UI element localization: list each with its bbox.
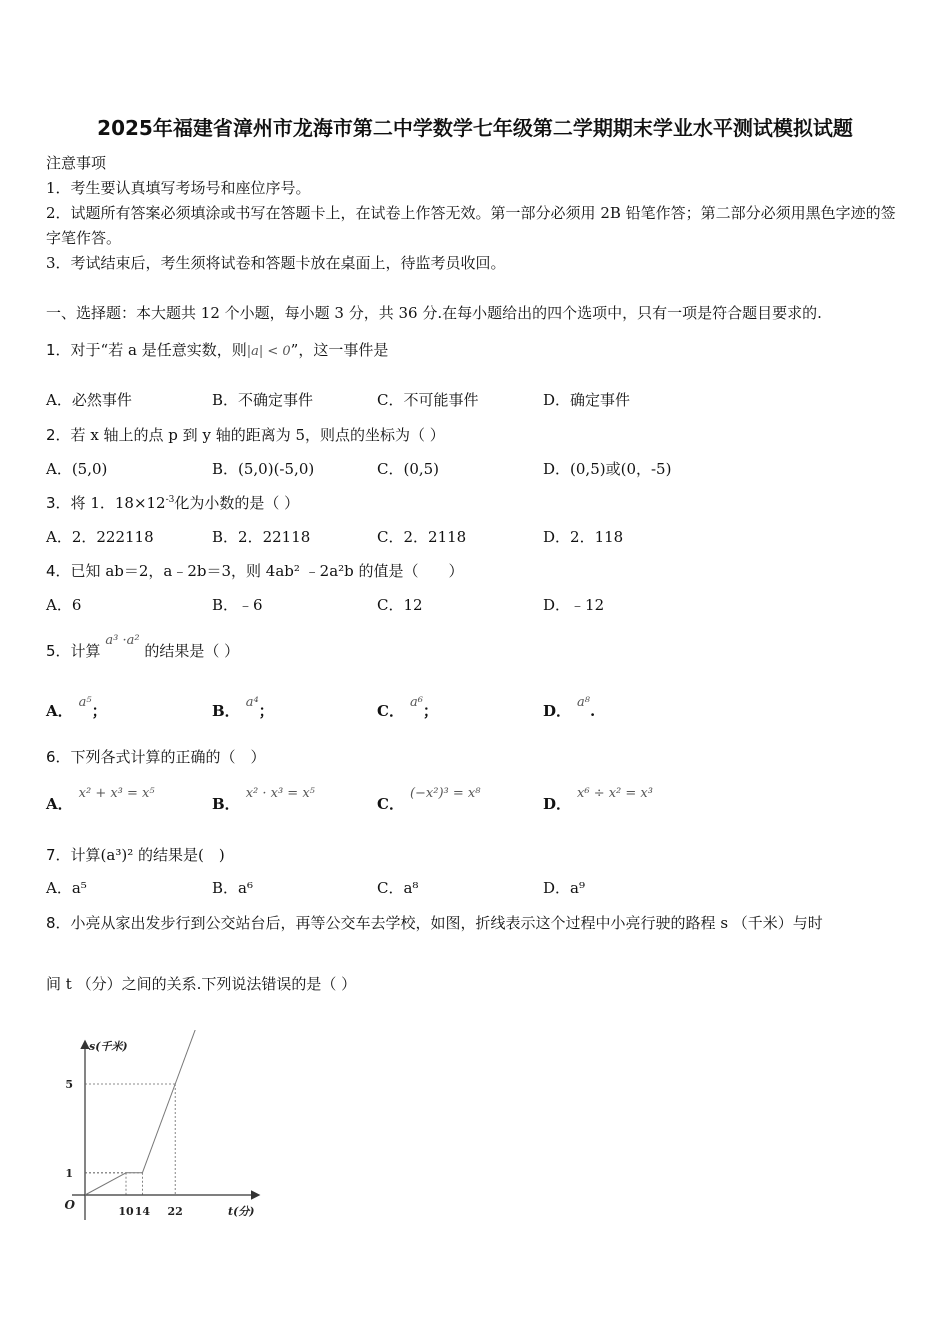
question-7-options xyxy=(46,877,906,901)
option-c: C．(0,5) xyxy=(377,460,440,478)
option-c: C．不可能事件 xyxy=(377,391,479,409)
question-5-options xyxy=(46,695,906,724)
page-title: 2025年福建省漳州市龙海市第二中学数学七年级第二学期期末学业水平测试模拟试题 xyxy=(97,116,853,140)
option-d: D．确定事件 xyxy=(543,391,631,409)
option-b: B． a⁴； xyxy=(212,695,274,720)
option-c: C．2．2118 xyxy=(377,528,467,546)
option-b: B．不确定事件 xyxy=(212,391,314,409)
option-a: A．必然事件 xyxy=(46,391,132,409)
x-tick-label: 14 xyxy=(134,1205,151,1218)
y-tick-label: 5 xyxy=(65,1078,73,1091)
origin-label: O xyxy=(64,1198,75,1212)
option-c: C．12 xyxy=(377,596,423,614)
question-5: 5．计算 a³ ·a² 的结果是（ ） xyxy=(46,633,240,660)
option-d: D．(0,5)或(0，-5) xyxy=(543,460,672,478)
option-b: B．a⁶ xyxy=(212,879,253,897)
formula: |a| < 0 xyxy=(246,344,291,359)
option-a: A． a⁵； xyxy=(46,695,107,720)
distance-time-chart xyxy=(50,1030,280,1230)
question-7: 7．计算(a³)² 的结果是( ) xyxy=(46,846,225,864)
question-6: 6．下列各式计算的正确的（ ） xyxy=(46,748,266,766)
option-d: D．x⁶ ÷ x² = x³ xyxy=(543,786,653,813)
series-extension xyxy=(175,1030,196,1084)
question-1-options xyxy=(46,389,906,413)
y-tick-label: 1 xyxy=(65,1166,73,1180)
series-segment xyxy=(85,1173,126,1195)
series-segment xyxy=(142,1084,175,1173)
question-number: 1． xyxy=(46,341,71,359)
option-a: A．6 xyxy=(46,596,82,614)
option-b: B．(5,0)(-5,0) xyxy=(212,460,315,478)
x-tick-label: 22 xyxy=(167,1205,183,1218)
option-d: D．﹣12 xyxy=(543,596,605,614)
option-d: D．a⁹ xyxy=(543,879,585,897)
question-2: 2．若 x 轴上的点 p 到 y 轴的距离为 5，则点的坐标为（ ） xyxy=(46,426,445,444)
section-heading: 一、选择题：本大题共 12 个小题，每小题 3 分，共 36 分.在每小题给出的四个选项中，只有一项是符合题目要求的. xyxy=(46,304,822,322)
option-a: A．(5,0) xyxy=(46,460,108,478)
x-axis-label: t(分) xyxy=(228,1205,255,1218)
option-b: B．﹣6 xyxy=(212,596,263,614)
option-c: C． a⁶； xyxy=(377,695,438,720)
option-c: C．a⁸ xyxy=(377,879,419,897)
formula: a³ ·a² xyxy=(105,633,140,648)
option-b: B．x² · x³ = x⁵ xyxy=(212,786,315,813)
question-3-options xyxy=(46,526,906,550)
question-4-options xyxy=(46,594,906,618)
question-1: 1．对于“若 a 是任意实数，则|a| < 0”，这一事件是 xyxy=(46,341,389,359)
notice-item-3: 3．考试结束后，考生须将试卷和答题卡放在桌面上，待监考员收回。 xyxy=(46,254,506,272)
question-4: 4．已知 ab＝2，a﹣2b＝3，则 4ab² ﹣2a²b 的值是（ ） xyxy=(46,562,464,580)
notice-item-2: 2．试题所有答案必须填涂或书写在答题卡上，在试卷上作答无效。第一部分必须用 2B 铅笔作答；第二部分必须用黑色字迹的签字笔作答。 xyxy=(46,204,896,247)
option-d: D．2．118 xyxy=(543,528,624,546)
option-c: C．(−x²)³ = x⁸ xyxy=(377,786,481,813)
option-a: A．a⁵ xyxy=(46,879,87,897)
question-8-line-1: 8．小亮从家出发步行到公交站台后，再等公交车去学校，如图，折线表示这个过程中小亮行驶的路程 s （千米）与时 xyxy=(46,914,823,932)
option-d: D． a⁸. xyxy=(543,695,596,720)
notice-item-1: 1．考生要认真填写考场号和座位序号。 xyxy=(46,179,311,197)
option-a: A．x² + x³ = x⁵ xyxy=(46,786,155,813)
notice-heading: 注意事项 xyxy=(46,154,107,172)
question-2-options xyxy=(46,458,906,482)
option-a: A．2．222118 xyxy=(46,528,154,546)
option-b: B．2．22118 xyxy=(212,528,311,546)
question-6-options xyxy=(46,786,906,817)
x-tick-label: 10 xyxy=(118,1205,134,1218)
question-8-line-2: 间 t （分）之间的关系.下列说法错误的是（ ） xyxy=(46,975,357,993)
y-axis-label: s(千米) xyxy=(89,1040,128,1053)
question-3: 3．将 1．$18\times 12^{-3}$化为小数的是（ ） xyxy=(46,494,300,512)
